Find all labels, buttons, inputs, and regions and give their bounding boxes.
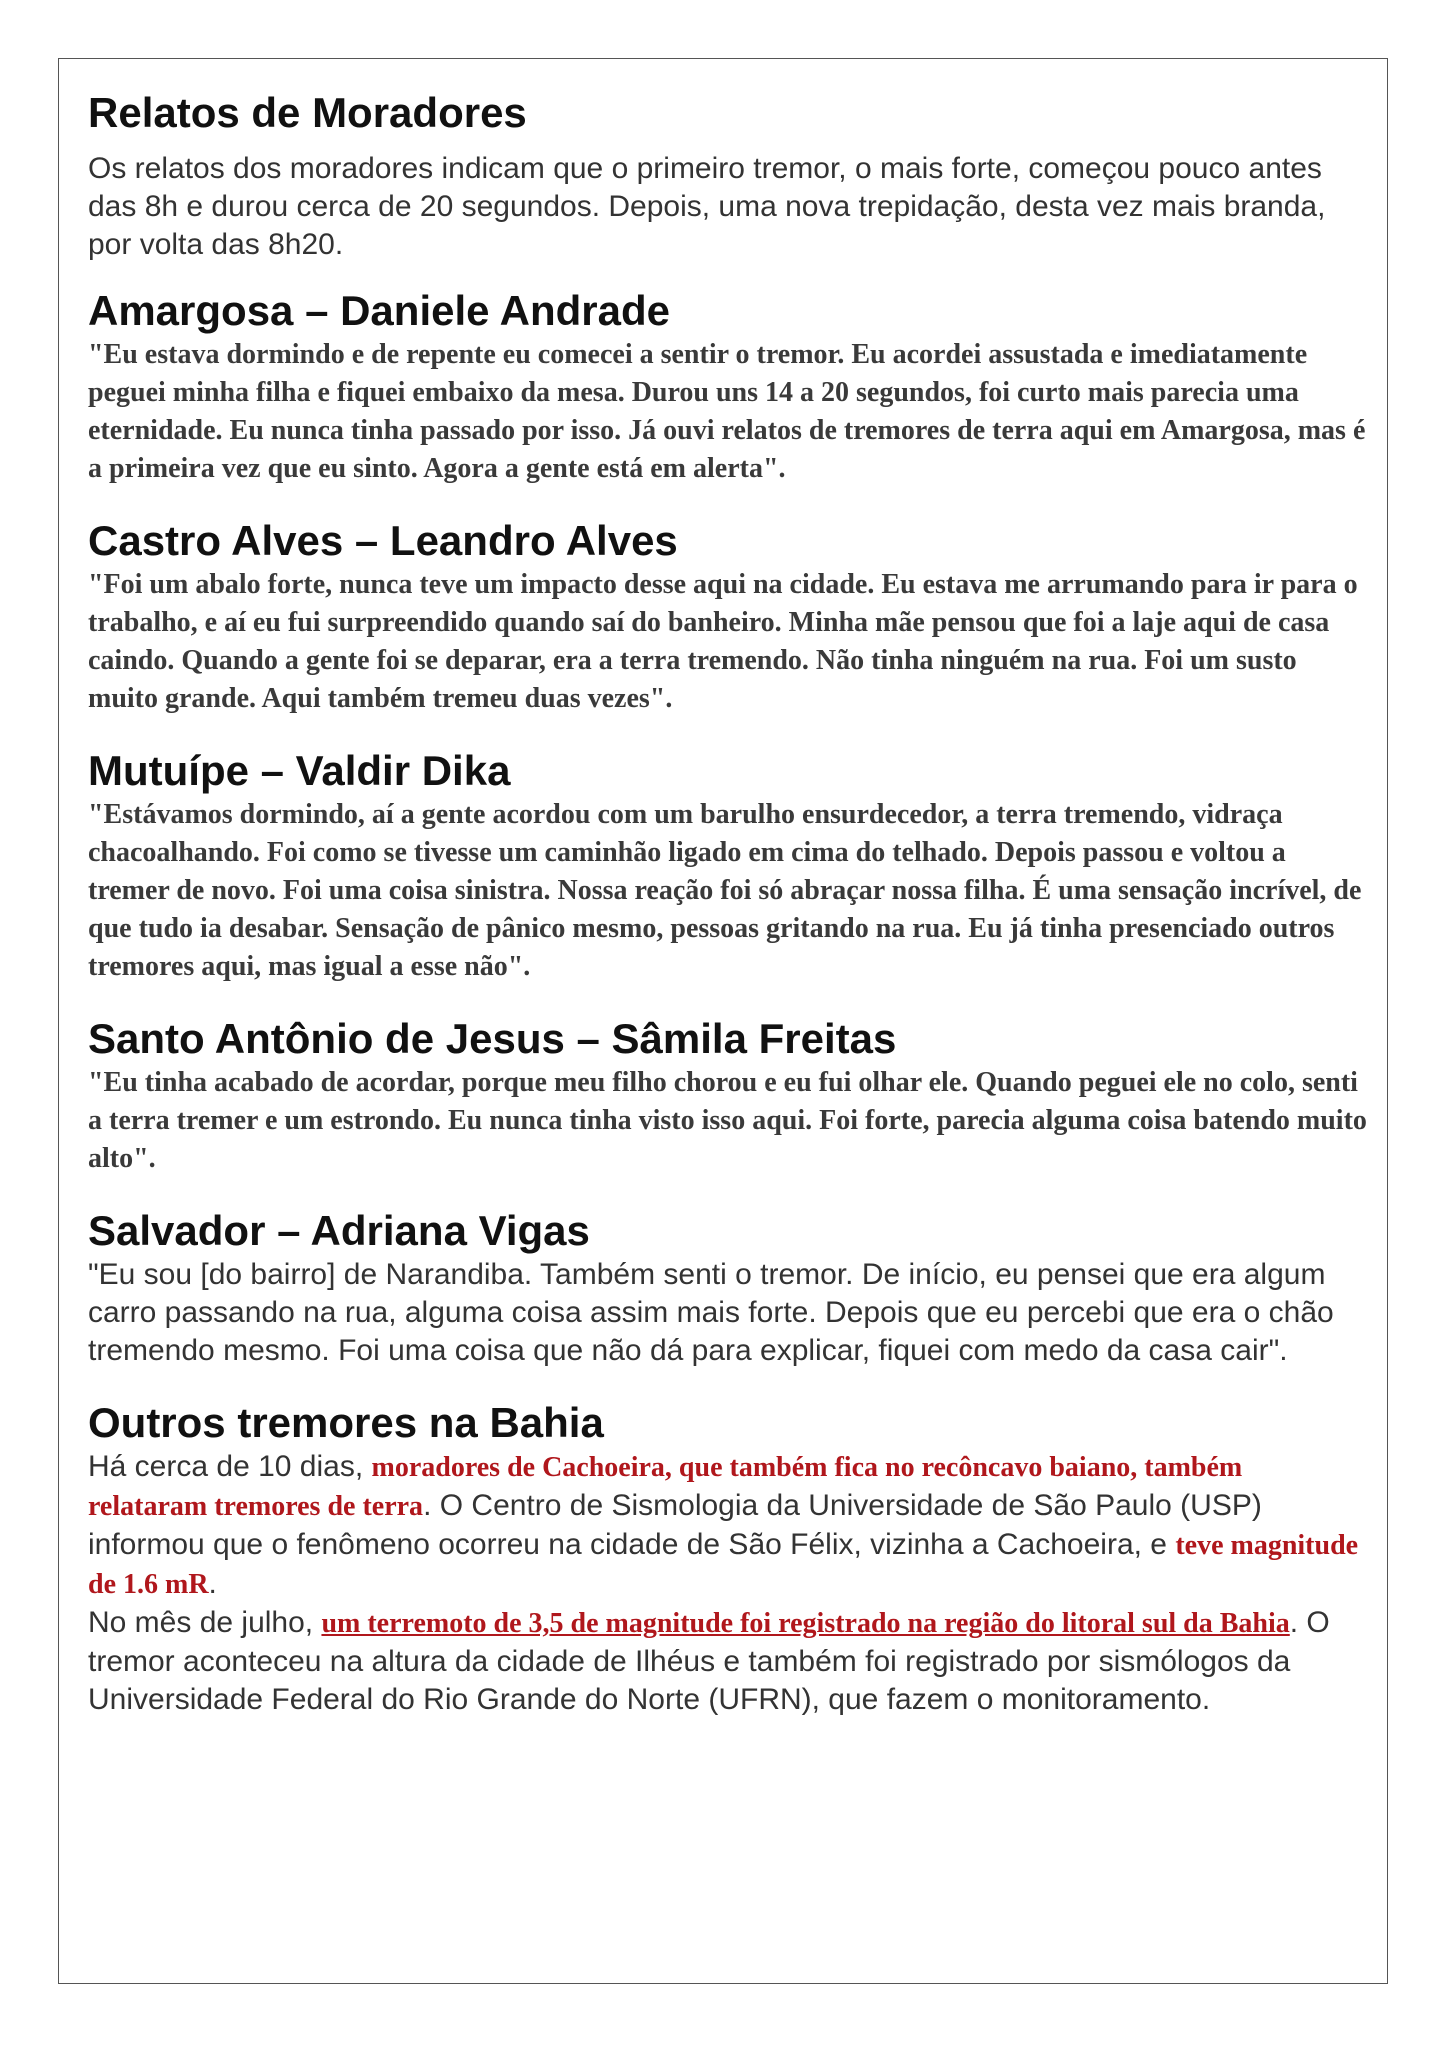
text-run: No mês de julho, — [88, 1606, 322, 1639]
testimony-quote: "Eu estava dormindo e de repente eu comecei a sentir o tremor. Eu acordei assustada e imediatamente peguei minha filha e fiquei embaixo da mesa. Durou uns 14 a 20 segundos, foi curto mais parecia uma eternidade. Eu nunca tinha passado por isso. Já ouvi relatos de tremores de terra aqui em Amargosa, mas é a primeira vez que eu sinto. Agora a gente está em alerta". — [88, 339, 1366, 484]
testimony-amargosa — [88, 286, 1368, 488]
text-run: . O tremor aconteceu na altura da cidade de Ilhéus e também foi registrado por sismólogos da Universidade Federal do Rio Grande do Norte (UFRN), que fazem o monitoramento. — [88, 1606, 1330, 1716]
testimony-quote: "Foi um abalo forte, nunca teve um impacto desse aqui na cidade. Eu estava me arrumando para ir para o trabalho, e aí eu fui surpreendido quando saí do banheiro. Minha mãe pensou que foi a laje aqui de casa caindo. Quando a gente foi se deparar, era a terra tremendo. Não tinha ninguém na rua. Foi um susto muito grande. Aqui também tremeu duas vezes". — [88, 569, 1358, 714]
page-title: Relatos de Moradores — [88, 89, 527, 136]
other-tremors-paragraph-2 — [88, 1604, 1368, 1719]
testimony-heading: Mutuípe – Valdir Dika — [88, 747, 511, 794]
testimony-quote: "Eu tinha acabado de acordar, porque meu filho chorou e eu fui olhar ele. Quando peguei ele no colo, senti a terra tremer e um estrondo. Eu nunca tinha visto isso aqui. Foi forte, parecia alguma coisa batendo muito alto". — [88, 1067, 1367, 1174]
testimony-santo-antonio — [88, 1014, 1368, 1178]
testimony-salvador — [88, 1206, 1368, 1370]
text-run: . — [208, 1567, 217, 1600]
testimony-heading: Amargosa – Daniele Andrade — [88, 287, 670, 334]
testimony-quote: "Estávamos dormindo, aí a gente acordou com um barulho ensurdecedor, a terra tremendo, vidraça chacoalhando. Foi como se tivesse um caminhão ligado em cima do telhado. Depois passou e voltou a tremer de novo. Foi uma coisa sinistra. Nossa reação foi só abraçar nossa filha. É uma sensação incrível, de que tudo ia desabar. Sensação de pânico mesmo, pessoas gritando na rua. Eu já tinha presenciado outros tremores aqui, mas igual a esse não". — [88, 799, 1362, 982]
testimony-quote: "Eu sou [do bairro] de Narandiba. Também senti o tremor. De início, eu pensei que era algum carro passando na rua, alguma coisa assim mais forte. Depois que eu percebi que era o chão tremendo mesmo. Foi uma coisa que não dá para explicar, fiquei com medo da casa cair". — [88, 1258, 1334, 1367]
text-run: Há cerca de 10 dias, — [88, 1450, 372, 1483]
other-tremors-heading: Outros tremores na Bahia — [88, 1399, 604, 1446]
article — [88, 88, 1368, 1719]
testimony-castro-alves — [88, 516, 1368, 718]
other-tremors-paragraph-1 — [88, 1448, 1368, 1604]
highlight-magnitude: teve magnitude de 1.6 mR — [88, 1530, 1359, 1600]
other-tremors-section — [88, 1398, 1368, 1719]
testimony-heading: Castro Alves – Leandro Alves — [88, 517, 678, 564]
intro-paragraph: Os relatos dos moradores indicam que o primeiro tremor, o mais forte, começou pouco antes das 8h e durou cerca de 20 segundos. Depois, uma nova trepidação, desta vez mais branda, por volta das 8h20. — [88, 152, 1326, 261]
testimony-heading: Salvador – Adriana Vigas — [88, 1207, 590, 1254]
testimony-heading: Santo Antônio de Jesus – Sâmila Freitas — [88, 1015, 897, 1062]
highlight-cachoeira: moradores de Cachoeira, que também fica no recôncavo baiano, também relataram tremores de terra — [88, 1452, 1243, 1522]
text-run: . O Centro de Sismologia da Universidade de São Paulo (USP) informou que o fenômeno ocorreu na cidade de São Félix, vizinha a Cachoeira, e — [88, 1489, 1262, 1561]
link-litoral-sul[interactable]: um terremoto de 3,5 de magnitude foi registrado na região do litoral sul da Bahia — [321, 1608, 1290, 1639]
testimony-mutuipe — [88, 746, 1368, 986]
